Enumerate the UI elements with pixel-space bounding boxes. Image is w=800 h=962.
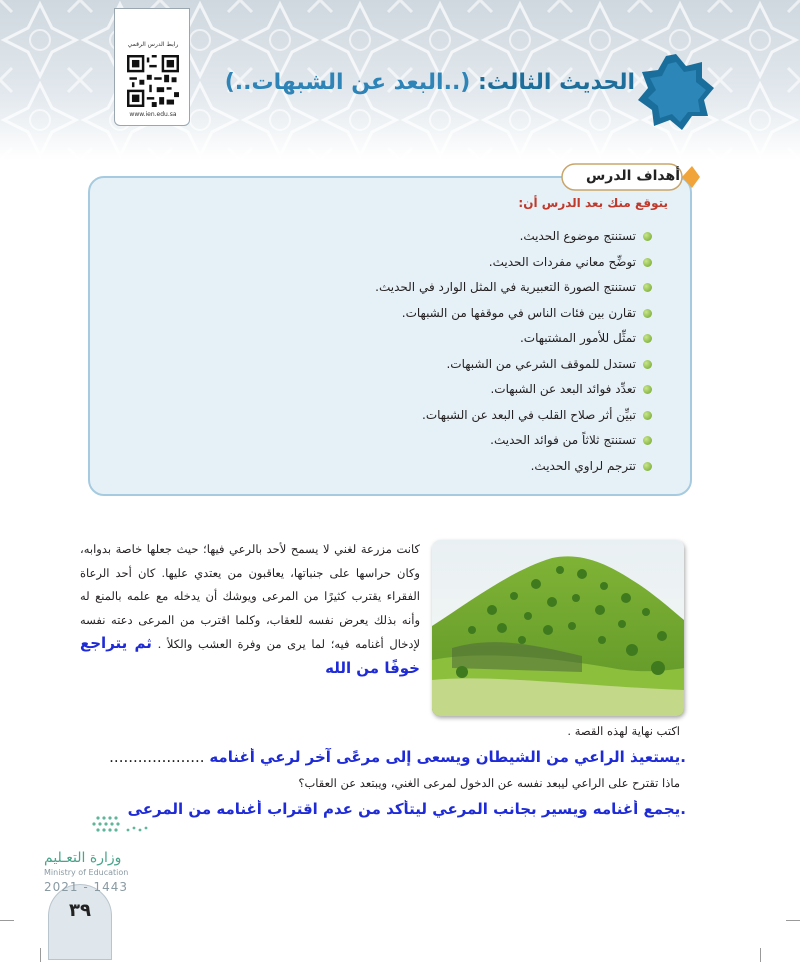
question-2: ماذا تقترح على الراعي ليبعد نفسه عن الدخول لمرعى الغني، ويبتعد عن العقاب؟ <box>298 776 680 790</box>
story-paragraph <box>80 538 420 682</box>
lesson-title <box>224 70 635 95</box>
question-1: اكتب نهاية لهذه القصة . <box>567 724 680 738</box>
bullet-icon <box>643 411 652 420</box>
answer-1-dots: .................... <box>109 748 205 766</box>
bullet-icon <box>643 283 652 292</box>
qr-label: رابط الدرس الرقمي <box>127 41 179 48</box>
goals-heading: أهداف الدرس <box>585 168 680 184</box>
ministry-name-arabic: وزارة التعـليم <box>44 850 122 866</box>
story-text: كانت مزرعة لغني لا يسمح لأحد بالرعي فيها؛ حيث جعلها خاصة بدوابه، وكان حراسها على جنباتها، يعاقبون من يعتدي عليها. كان أحد الرعاة الفقراء يقترب كثيرًا من المرعى ويوشك أن يدخله مع علمه بالمنع له وأنه بذلك يعرض نفسه للعقاب، وكلما اقترب من المرعى دعته نفسه لإدخال أغنامه فيه؛ لما يرى من وفرة العشب والكلأ . <box>80 542 420 652</box>
qr-code-icon[interactable] <box>127 55 179 107</box>
goal-text: توضِّح معاني مفردات الحديث. <box>488 254 636 269</box>
goal-text: تستنتج موضوع الحديث. <box>519 229 636 243</box>
goal-text: تمثِّل للأمور المشتبهات. <box>519 331 636 345</box>
bullet-icon <box>643 309 652 318</box>
page-number: ٣٩ <box>69 900 91 921</box>
goals-intro: يتوقع منك بعد الدرس أن: <box>518 196 668 210</box>
goal-text: تترجم لراوي الحديث. <box>530 458 636 473</box>
lesson-subtitle: (..البعد عن الشبهات..) <box>224 70 471 95</box>
edition-year: 2021 - 1443 <box>44 880 129 894</box>
goal-item <box>300 226 652 252</box>
goal-item <box>300 303 652 329</box>
goal-item <box>300 379 652 405</box>
goal-item <box>300 354 652 380</box>
goals-list <box>300 226 652 481</box>
bullet-icon <box>643 232 652 241</box>
bullet-icon <box>643 334 652 343</box>
goal-item <box>300 252 652 278</box>
bullet-icon <box>643 360 652 369</box>
qr-url[interactable]: www.ien.edu.sa <box>129 111 177 118</box>
page-number-tab <box>48 884 112 960</box>
ministry-dots-logo-icon <box>88 812 168 842</box>
goal-text: تعدِّد فوائد البعد عن الشبهات. <box>490 382 636 396</box>
bullet-icon <box>643 258 652 267</box>
pasture-hill-photo <box>432 540 684 716</box>
answer-2-line[interactable] <box>80 800 686 818</box>
goal-item <box>300 430 652 456</box>
goal-text: تقارن بين فئات الناس في موقفها من الشبهات. <box>401 305 636 320</box>
goal-item <box>300 328 652 354</box>
goal-item <box>300 277 652 303</box>
goal-text: تستنتج ثلاثاً من فوائد الحديث. <box>490 433 636 447</box>
answer-1-line[interactable] <box>90 748 686 766</box>
crop-mark <box>40 948 41 962</box>
landscape-image <box>432 540 684 716</box>
goal-item <box>300 405 652 431</box>
bullet-icon <box>643 385 652 394</box>
crop-mark <box>760 948 761 962</box>
goal-text: تستنتج الصورة التعبيرية في المثل الوارد في الحديث. <box>375 280 636 294</box>
medallion-icon <box>636 52 716 132</box>
handwritten-story-ending: ثم يتراجع خوفًا من الله <box>80 634 420 677</box>
goal-text: تبيِّن أثر صلاح القلب في البعد عن الشبهات. <box>422 407 636 422</box>
bullet-icon <box>643 436 652 445</box>
bullet-icon <box>643 462 652 471</box>
lesson-title-main: الحديث الثالث: <box>478 70 635 95</box>
goal-text: تستدل للموقف الشرعي من الشبهات. <box>446 356 636 371</box>
crop-mark <box>0 920 14 921</box>
qr-code-card[interactable] <box>114 8 190 126</box>
ministry-name-english: Ministry of Education <box>44 868 129 877</box>
goal-item <box>300 456 652 482</box>
crop-mark <box>786 920 800 921</box>
answer-1-handwriting: .يستعيذ الراعي من الشيطان ويسعى إلى مرعًى آخر لرعي أغنامه <box>209 748 686 766</box>
answer-2-handwriting: .يجمع أغنامه ويسير بجانب المرعي ليتأكد من عدم اقتراب أغنامه من المرعى <box>127 800 686 818</box>
